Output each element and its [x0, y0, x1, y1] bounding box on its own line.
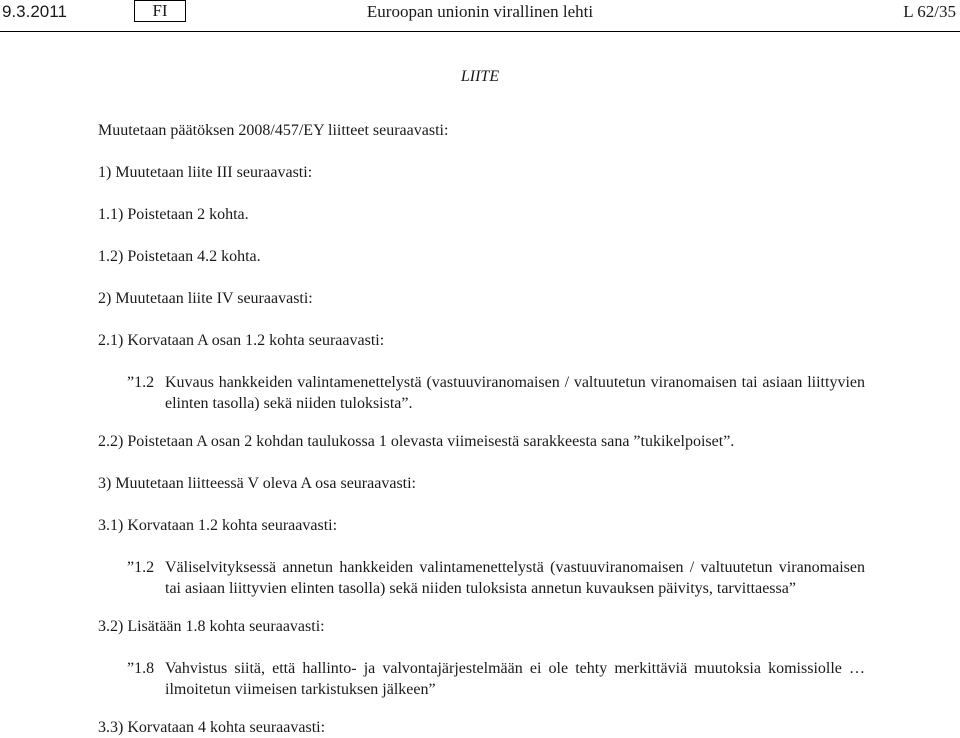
intro-text: Muutetaan päätöksen 2008/457/EY liitteet seuraavasti:	[98, 122, 449, 139]
item-3: 3) Muutetaan liitteessä V oleva A osa seuraavasti:	[98, 475, 416, 492]
item-1-1: 1.1) Poistetaan 2 kohta.	[98, 206, 249, 223]
quote-2	[127, 557, 865, 599]
quote-3	[127, 658, 865, 700]
quote-1-text: Kuvaus hankkeiden valintamenettelystä (vastuuviranomaisen / valtuutetun viranomaisen tai asiaan liittyvien elinten tasolla) sekä niiden tuloksista”.	[165, 374, 865, 412]
item-3-1: 3.1) Korvataan 1.2 kohta seuraavasti:	[98, 517, 338, 534]
item-3-3: 3.3) Korvataan 4 kohta seuraavasti:	[98, 719, 326, 736]
item-2-1: 2.1) Korvataan A osan 1.2 kohta seuraavasti:	[98, 332, 385, 349]
header-divider	[0, 31, 960, 32]
item-3-2: 3.2) Lisätään 1.8 kohta seuraavasti:	[98, 618, 325, 635]
annex-title: LIITE	[460, 68, 500, 85]
quote-1	[127, 372, 865, 414]
quote-2-number: ”1.2	[127, 559, 155, 576]
language-box: FI	[134, 0, 186, 22]
quote-1-number: ”1.2	[127, 374, 155, 391]
item-2: 2) Muutetaan liite IV seuraavasti:	[98, 290, 313, 307]
item-1: 1) Muutetaan liite III seuraavasti:	[98, 164, 313, 181]
quote-3-number: ”1.8	[127, 660, 155, 677]
publication-date: 9.3.2011	[2, 2, 67, 21]
item-1-2: 1.2) Poistetaan 4.2 kohta.	[98, 248, 261, 265]
item-2-2: 2.2) Poistetaan A osan 2 kohdan taulukossa 1 olevasta viimeisestä sarakkeesta sana ”tukikelpoiset”.	[98, 433, 735, 450]
quote-2-text: Väliselvityksessä annetun hankkeiden valintamenettelystä (vastuuviranomaisen / valtuutetun viranomaisen tai asiaan liittyvien elinten tasolla) sekä niiden tuloksista annetun kuvauksen päivitys, tarvittaessa”	[165, 559, 865, 597]
journal-title: Euroopan unionin virallinen lehti	[366, 2, 594, 21]
quote-3-text: Vahvistus siitä, että hallinto- ja valvontajärjestelmään ei ole tehty merkittäviä muutoksia komissiolle … ilmoitetun viimeisen tarkistuksen jälkeen”	[165, 660, 865, 698]
page-number: L 62/35	[903, 2, 956, 21]
page-header	[0, 0, 960, 30]
